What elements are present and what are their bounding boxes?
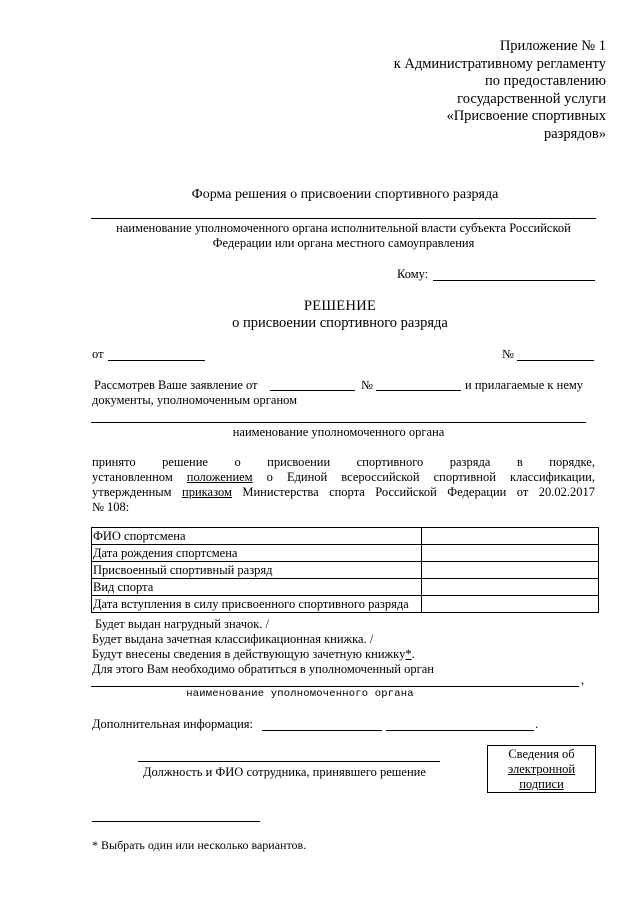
recipient-field-line[interactable] — [433, 280, 595, 281]
esign-line3: подписи — [519, 777, 564, 791]
appendix-line: государственной услуги — [457, 90, 606, 107]
decision-text-line4: № 108: — [92, 500, 130, 514]
e-signature-box — [487, 745, 596, 793]
appendix-header — [394, 38, 606, 143]
application-number-line[interactable] — [376, 390, 461, 391]
regulation-link[interactable]: положением — [186, 470, 253, 484]
consideration-text-1: Рассмотрев Ваше заявление от — [94, 378, 258, 392]
option-book: Будет выдана зачетная классификационная книжка. / — [92, 632, 374, 646]
application-date-line[interactable] — [270, 390, 355, 391]
consideration-text-line2: документы, уполномоченным органом — [92, 393, 298, 407]
number-field-line[interactable] — [517, 360, 594, 361]
option-badge: Будет выдан нагрудный значок. / — [95, 617, 270, 631]
authority-name-caption: наименование уполномоченного органа — [232, 425, 445, 439]
table-row — [92, 579, 599, 596]
table-cell-value[interactable] — [422, 596, 599, 613]
appendix-line: к Административному регламенту — [393, 55, 606, 72]
to-label: Кому: — [397, 267, 429, 281]
decision-text-line2 — [92, 470, 595, 485]
table-cell-value[interactable] — [422, 545, 599, 562]
esign-line2: электронной — [507, 762, 576, 776]
authority-caption-line1: наименование уполномоченного органа исполнительной власти субъекта Российской — [116, 221, 571, 235]
signer-field-line[interactable] — [138, 761, 440, 762]
footnote-separator — [92, 821, 260, 822]
decision-text-line3 — [92, 485, 595, 500]
contact-authority-text: Для этого Вам необходимо обратиться в уполномоченный орган — [92, 662, 434, 676]
order-link[interactable]: приказом — [182, 485, 232, 499]
decision-text-2a: установленном — [92, 470, 173, 484]
appendix-line: Приложение № 1 — [499, 38, 606, 54]
additional-info-period: . — [535, 717, 539, 731]
appendix-line: по предоставлению — [485, 73, 606, 89]
table-cell-value[interactable] — [422, 579, 599, 596]
athlete-info-table — [91, 527, 599, 613]
date-label: от — [92, 347, 104, 361]
table-row — [92, 596, 599, 613]
number-label: № — [502, 347, 514, 361]
option-existing-book — [92, 647, 415, 662]
decision-text-3a: утвержденным — [92, 485, 172, 499]
comma-mark: , — [581, 673, 585, 687]
decision-title: РЕШЕНИЕ — [303, 298, 377, 314]
additional-info-line-1[interactable] — [262, 730, 382, 731]
consideration-text-3: и прилагаемые к нему — [465, 378, 584, 392]
appendix-line: «Присвоение спортивных — [446, 108, 606, 124]
decision-text-2b: о Единой всероссийской спортивной классификации, — [266, 470, 595, 484]
table-cell-label: Дата рождения спортсмена — [92, 545, 422, 562]
table-cell-label: Вид спорта — [92, 579, 422, 596]
decision-text-3b: Министерства спорта Российской Федерации от 20.02.2017 — [242, 485, 596, 499]
period-mark: . — [411, 647, 415, 661]
footnote-text: * Выбрать один или несколько вариантов. — [92, 838, 307, 852]
table-cell-label: ФИО спортсмена — [92, 528, 422, 545]
decision-text-line1: принято решение о присвоении спортивного разряда в порядке, — [92, 455, 595, 469]
appendix-line: разрядов» — [543, 125, 606, 142]
authority-contact-field-line[interactable] — [91, 686, 579, 687]
additional-info-label: Дополнительная информация: — [92, 717, 253, 731]
form-title: Форма решения о присвоении спортивного разряда — [191, 187, 499, 202]
consideration-number-label: № — [361, 378, 373, 392]
esign-line1: Сведения об — [508, 747, 575, 761]
option-existing-book-text: Будут внесены сведения в действующую зачетную книжку — [92, 647, 406, 661]
authority-name-caption-mono: наименование уполномоченного органа — [186, 688, 414, 700]
footnote-marker: * — [405, 647, 412, 661]
table-cell-label: Дата вступления в силу присвоенного спортивного разряда — [92, 596, 422, 613]
table-row — [92, 562, 599, 579]
authority-name-line[interactable] — [91, 218, 596, 219]
table-cell-value[interactable] — [422, 562, 599, 579]
signer-caption: Должность и ФИО сотрудника, принявшего решение — [143, 765, 426, 779]
authority-caption-line2: Федерации или органа местного самоуправления — [212, 236, 475, 250]
table-row — [92, 545, 599, 562]
additional-info-line-2[interactable] — [386, 730, 534, 731]
decision-subtitle: о присвоении спортивного разряда — [232, 315, 448, 331]
authority-name-field-line[interactable] — [91, 422, 586, 423]
table-cell-value[interactable] — [422, 528, 599, 545]
table-cell-label: Присвоенный спортивный разряд — [92, 562, 422, 579]
table-row — [92, 528, 599, 545]
date-field-line[interactable] — [108, 360, 205, 361]
